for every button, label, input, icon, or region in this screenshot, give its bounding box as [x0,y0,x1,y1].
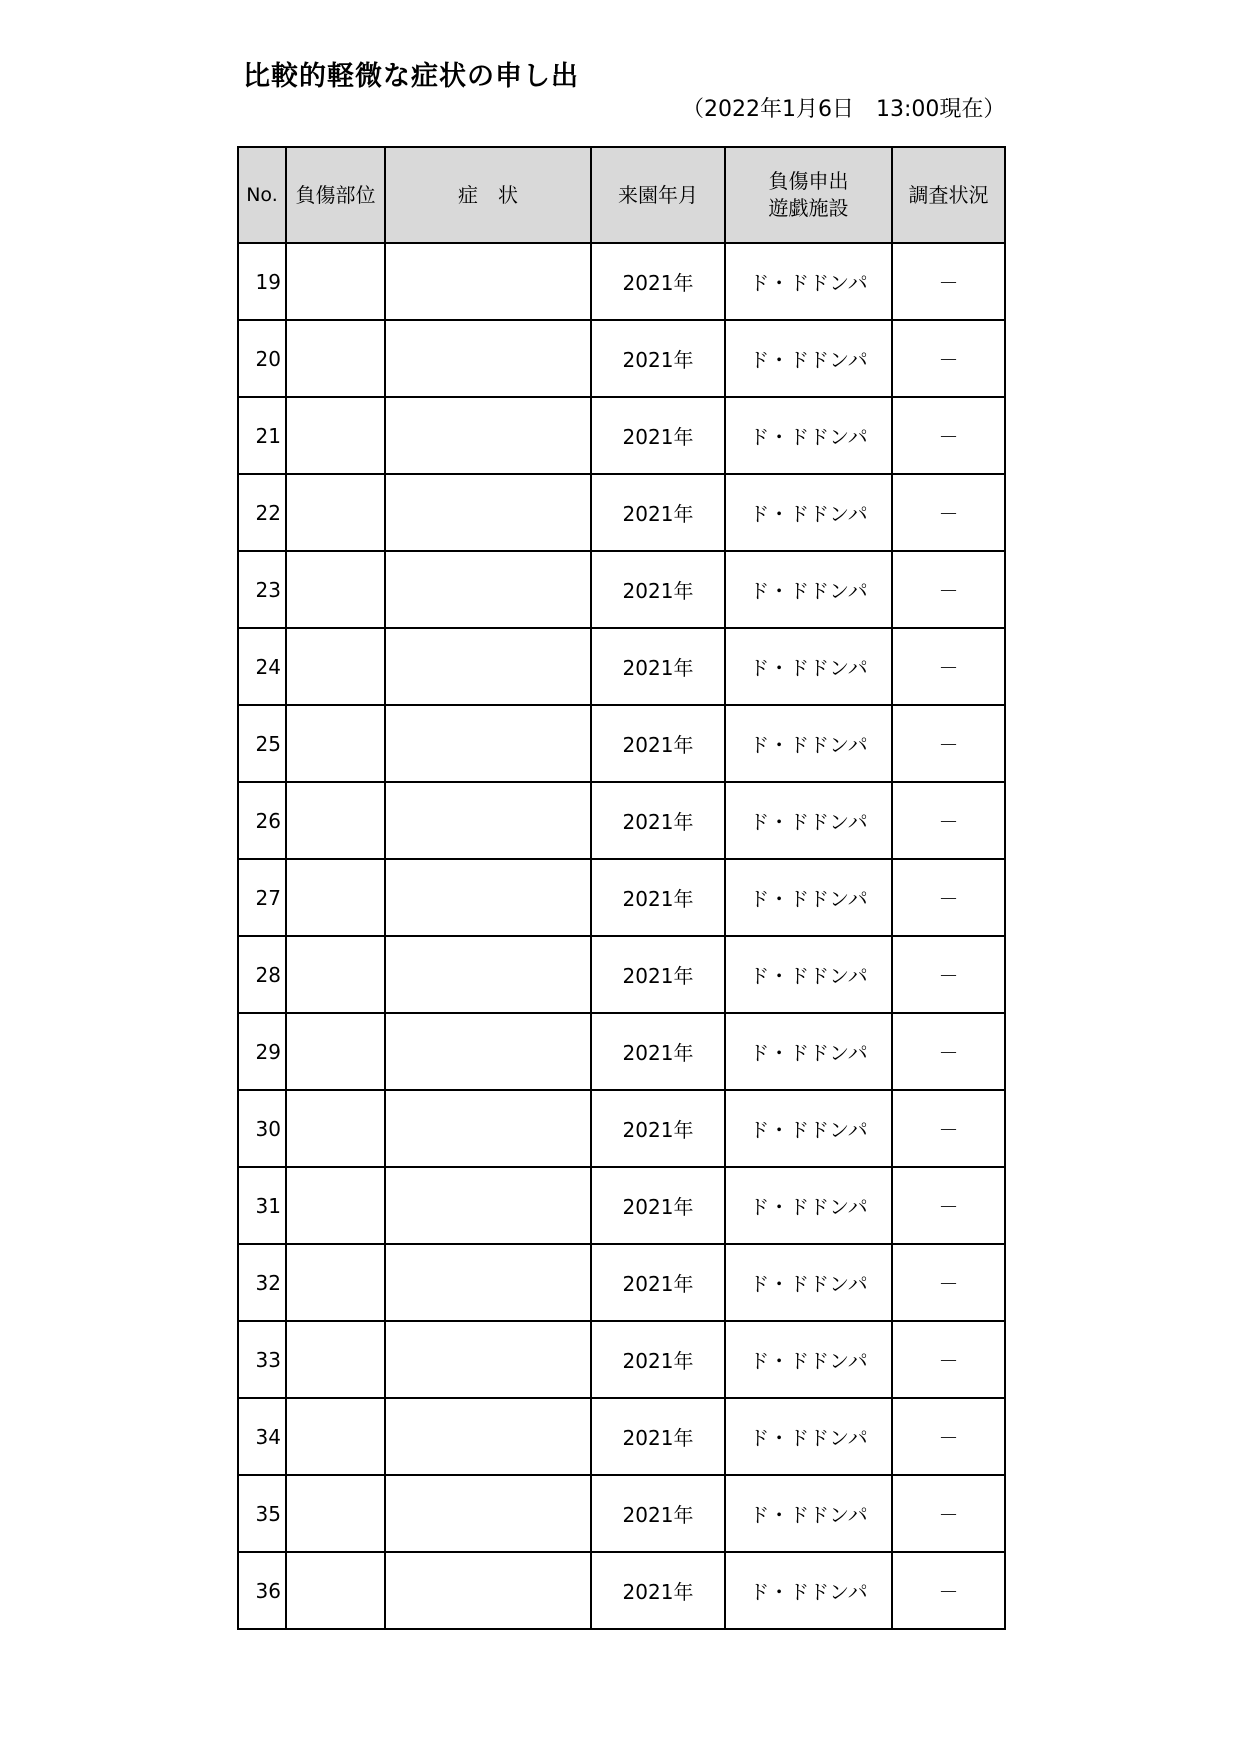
cell-status: － [892,474,1005,551]
cell-symptom [385,936,591,1013]
table-row [238,1167,1005,1244]
table-row [238,705,1005,782]
cell-facility: ド・ドドンパ [725,1167,892,1244]
cell-injury-site [286,859,385,936]
cell-status: － [892,782,1005,859]
cell-no: 35 [238,1475,286,1552]
cell-facility: ド・ドドンパ [725,1321,892,1398]
header-symptom: 症 状 [385,147,591,243]
cell-no: 36 [238,1552,286,1629]
cell-injury-site [286,243,385,320]
table-row [238,320,1005,397]
cell-status: － [892,859,1005,936]
cell-no: 29 [238,1013,286,1090]
cell-facility: ド・ドドンパ [725,628,892,705]
cell-injury-site [286,1552,385,1629]
cell-injury-site [286,397,385,474]
table-row [238,859,1005,936]
cell-status: － [892,397,1005,474]
header-facility-line2: 遊戯施設 [768,196,849,220]
cell-no: 34 [238,1398,286,1475]
cell-visit-date: 2021年 [591,320,725,397]
cell-injury-site [286,551,385,628]
cell-symptom [385,705,591,782]
cell-no: 25 [238,705,286,782]
cell-visit-date: 2021年 [591,628,725,705]
cell-status: － [892,705,1005,782]
cell-facility: ド・ドドンパ [725,705,892,782]
cell-symptom [385,474,591,551]
table-row [238,1321,1005,1398]
table-row [238,782,1005,859]
table-header-row [238,147,1005,243]
cell-visit-date: 2021年 [591,1244,725,1321]
cell-symptom [385,320,591,397]
cell-no: 32 [238,1244,286,1321]
page-title: 比較的軽微な症状の申し出 [243,61,579,92]
cell-visit-date: 2021年 [591,1552,725,1629]
table-row [238,1475,1005,1552]
cell-visit-date: 2021年 [591,1475,725,1552]
cell-symptom [385,397,591,474]
cell-facility: ド・ドドンパ [725,859,892,936]
cell-injury-site [286,1475,385,1552]
cell-injury-site [286,1090,385,1167]
table-row [238,1398,1005,1475]
cell-visit-date: 2021年 [591,1398,725,1475]
cell-facility: ド・ドドンパ [725,1398,892,1475]
cell-no: 21 [238,397,286,474]
cell-facility: ド・ドドンパ [725,782,892,859]
cell-status: － [892,1013,1005,1090]
cell-visit-date: 2021年 [591,243,725,320]
cell-symptom [385,1090,591,1167]
cell-no: 33 [238,1321,286,1398]
cell-status: － [892,1090,1005,1167]
cell-injury-site [286,1321,385,1398]
header-no: No. [238,147,286,243]
cell-no: 26 [238,782,286,859]
cell-injury-site [286,628,385,705]
cell-injury-site [286,1398,385,1475]
table-row [238,551,1005,628]
cell-status: － [892,1321,1005,1398]
cell-symptom [385,1552,591,1629]
cell-no: 22 [238,474,286,551]
cell-no: 23 [238,551,286,628]
cell-facility: ド・ドドンパ [725,243,892,320]
header-status: 調査状況 [892,147,1005,243]
cell-symptom [385,1167,591,1244]
cell-visit-date: 2021年 [591,705,725,782]
cell-status: － [892,936,1005,1013]
cell-no: 19 [238,243,286,320]
cell-no: 31 [238,1167,286,1244]
table-row [238,628,1005,705]
cell-no: 30 [238,1090,286,1167]
cell-visit-date: 2021年 [591,1090,725,1167]
header-facility [725,147,892,243]
cell-symptom [385,782,591,859]
cell-injury-site [286,782,385,859]
cell-facility: ド・ドドンパ [725,551,892,628]
cell-status: － [892,1244,1005,1321]
header-injury-site: 負傷部位 [286,147,385,243]
cell-symptom [385,1475,591,1552]
table-row [238,243,1005,320]
cell-visit-date: 2021年 [591,474,725,551]
cell-status: － [892,1552,1005,1629]
cell-injury-site [286,474,385,551]
cell-facility: ド・ドドンパ [725,397,892,474]
cell-status: － [892,551,1005,628]
cell-injury-site [286,1244,385,1321]
cell-facility: ド・ドドンパ [725,1552,892,1629]
cell-symptom [385,1013,591,1090]
cell-status: － [892,628,1005,705]
header-facility-line1: 負傷申出 [768,169,849,193]
cell-injury-site [286,936,385,1013]
cell-facility: ド・ドドンパ [725,1244,892,1321]
cell-symptom [385,1321,591,1398]
cell-status: － [892,1167,1005,1244]
cell-visit-date: 2021年 [591,551,725,628]
cell-visit-date: 2021年 [591,936,725,1013]
cell-symptom [385,628,591,705]
cell-visit-date: 2021年 [591,397,725,474]
cell-visit-date: 2021年 [591,1167,725,1244]
table-row [238,1244,1005,1321]
cell-no: 27 [238,859,286,936]
cell-status: － [892,1398,1005,1475]
table-row [238,1552,1005,1629]
cell-visit-date: 2021年 [591,1013,725,1090]
cell-visit-date: 2021年 [591,1321,725,1398]
cell-visit-date: 2021年 [591,859,725,936]
cell-symptom [385,551,591,628]
table-row [238,1090,1005,1167]
cell-symptom [385,859,591,936]
table-row [238,936,1005,1013]
cell-status: － [892,1475,1005,1552]
cell-visit-date: 2021年 [591,782,725,859]
cell-facility: ド・ドドンパ [725,474,892,551]
cell-facility: ド・ドドンパ [725,320,892,397]
cell-symptom [385,1244,591,1321]
cell-facility: ド・ドドンパ [725,1090,892,1167]
cell-no: 28 [238,936,286,1013]
table-row [238,1013,1005,1090]
table-row [238,474,1005,551]
cell-status: － [892,320,1005,397]
cell-injury-site [286,1013,385,1090]
cell-facility: ド・ドドンパ [725,1013,892,1090]
complaints-table [237,146,1006,1630]
cell-facility: ド・ドドンパ [725,936,892,1013]
cell-facility: ド・ドドンパ [725,1475,892,1552]
cell-no: 20 [238,320,286,397]
cell-status: － [892,243,1005,320]
cell-no: 24 [238,628,286,705]
cell-injury-site [286,320,385,397]
cell-symptom [385,243,591,320]
header-visit-date: 来園年月 [591,147,725,243]
cell-injury-site [286,1167,385,1244]
cell-symptom [385,1398,591,1475]
cell-injury-site [286,705,385,782]
report-timestamp: （2022年1月6日 13:00現在） [682,97,1006,122]
table-row [238,397,1005,474]
